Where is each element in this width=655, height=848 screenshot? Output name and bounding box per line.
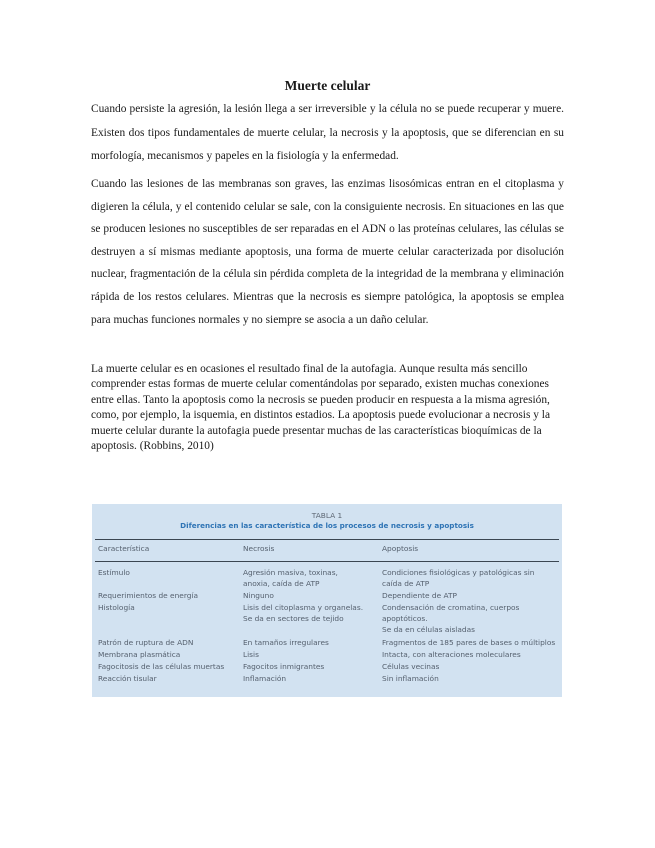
table-cell: Intacta, con alteraciones moleculares bbox=[382, 650, 521, 659]
table-cell: Requerimientos de energía bbox=[98, 591, 199, 600]
table-cell: Lisis bbox=[243, 650, 259, 659]
table-top-rule bbox=[95, 539, 559, 540]
table-header-rule bbox=[95, 561, 559, 562]
table-cell: Agresión masiva, toxinas, anoxia, caída de ATP bbox=[243, 568, 338, 589]
table-cell: Membrana plasmática bbox=[98, 650, 181, 659]
table-label: TABLA 1 bbox=[311, 511, 343, 520]
table-cell: Ninguno bbox=[243, 591, 274, 600]
table-cell: Células vecinas bbox=[382, 662, 440, 671]
table-cell: Condiciones fisiológicas y patológicas sin caída de ATP bbox=[382, 568, 535, 589]
table-cell: Fragmentos de 185 pares de bases o múltiplos bbox=[382, 638, 556, 647]
table-caption: Diferencias en las característica de los procesos de necrosis y apoptosis bbox=[180, 521, 474, 530]
comparison-table bbox=[92, 504, 562, 697]
table-cell: Condensación de cromatina, cuerpos apoptóticos. Se da en células aisladas bbox=[382, 603, 520, 635]
table-cell: Dependiente de ATP bbox=[382, 591, 457, 600]
table-cell: Reacción tisular bbox=[98, 674, 157, 683]
paragraph-intro: Cuando persiste la agresión, la lesión llega a ser irreversible y la célula no se puede recuperar y muere. Existen dos tipos fundamentales de muerte celular, la necrosis y la apoptosis, que se diferencian en su morfología, mecanismos y papeles en la fisiología y la enfermedad. bbox=[91, 103, 564, 162]
table-cell: Inflamación bbox=[243, 674, 287, 683]
table-cell: Histología bbox=[98, 603, 135, 612]
paragraph-necrosis-apoptosis: Cuando las lesiones de las membranas son graves, las enzimas lisosómicas entran en el citoplasma y digieren la célula, y el contenido celular se sale, con la consiguiente necrosis. En situaciones en las que se producen lesiones no susceptibles de ser reparadas en el ADN o las proteínas celulares, las células se destruyen a sí mismas mediante apoptosis, una forma de muerte celular caracterizada por disolución nuclear, fragmentación de la célula sin pérdida completa de la integridad de la membrana y eliminación rápida de los restos celulares. Mientras que la necrosis es siempre patológica, la apoptosis se emplea para muchas funciones normales y no siempre se asocia a un daño celular. bbox=[91, 178, 564, 326]
table-cell: Estímulo bbox=[98, 568, 130, 577]
table-cell: Patrón de ruptura de ADN bbox=[98, 638, 194, 647]
table-cell: Sin inflamación bbox=[382, 674, 439, 683]
table-header-apoptosis: Apoptosis bbox=[382, 544, 419, 553]
table-header-necrosis: Necrosis bbox=[243, 544, 275, 553]
table-cell: Lisis del citoplasma y organelas. Se da en sectores de tejido bbox=[243, 603, 364, 624]
table-cell: Fagocitosis de las células muertas bbox=[98, 662, 225, 671]
document-title: Muerte celular bbox=[284, 78, 371, 93]
table-cell: En tamaños irregulares bbox=[243, 638, 329, 647]
table-cell: Fagocitos inmigrantes bbox=[243, 662, 325, 671]
paragraph-autophagy: La muerte celular es en ocasiones el resultado final de la autofagia. Aunque resulta más sencillo comprender estas formas de muerte celular comentándolas por separado, existen muchas conexiones entre ellas. Tanto la apoptosis como la necrosis se pueden producir en respuesta a la misma agresión, como, por ejemplo, la isquemia, en distintos estadios. La apoptosis puede evolucionar a necrosis y la muerte celular durante la autofagia puede presentar muchas de las características bioquímicas de la apoptosis. (Robbins, 2010) bbox=[91, 363, 550, 453]
table-header-characteristic: Característica bbox=[98, 544, 150, 553]
